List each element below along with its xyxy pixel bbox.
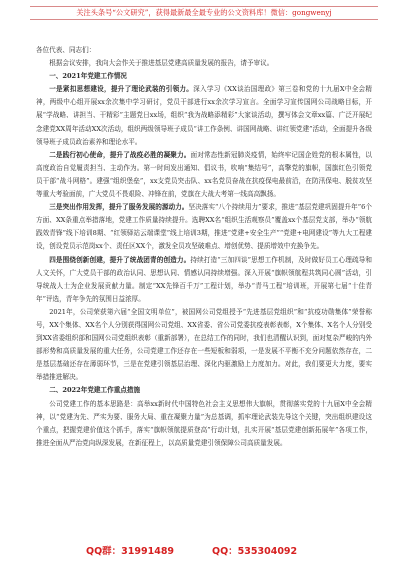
section-1-heading: 一、2021年党建工作情况 bbox=[49, 72, 127, 81]
intro-paragraph: 根据会议安排，我向大会作关于推进基层党建高质量发展的报告，请予审议。 bbox=[49, 59, 274, 68]
paragraph-3-body: 坚决落实“八个持续用力”要求，推进“基层党建巩固提升年”6个方面、XX条重点举措落地，党建工作质量持续提升。选聘XX名“组织生活观察员”覆盖xx个基层党支部，举办“领航践效青锋”线下培训8期、“红领驿站云端课堂”线上培训3期，推进“党建+安全生产”“党建+电网建设”等九大工程建设，创设党员示范岗xx个、责任区XX个，激发全员攻坚破难点、增创优势、提质增效中充换争先。 bbox=[36, 203, 372, 251]
top-banner: 关注头条号“公文研究”，获得最新最全最专业的公文资料库！微信：gongwenyj bbox=[30, 6, 378, 20]
greeting: 各位代表、同志们： bbox=[36, 46, 96, 54]
paragraph-3 bbox=[36, 201, 372, 253]
paragraph-1-body: 深入学习《XX谈治国理政》第三卷和党的十九届X中全会精神，两级中心组开展xx余次集中学习研讨，党员干部进行xx余次学习宣言。全面学习宣传国网公司战略目标，开展“学战略、讲担当、干精彩”主题党日xx场，组织“我为战略添精彩”大家谈活动，撰写体会文章xx篇、广泛开展纪念建党XX周年活动XX次活动，组织两级领导班子成员“讲工作条例、讲国网战略、讲红领党建”活动，全面提升各级领导班子成员政治素养和理论水平。 bbox=[36, 85, 372, 146]
paragraph-1 bbox=[36, 83, 372, 148]
paragraph-4-lead: 四是围绕创新创建，提升了统战团青的创造力。 bbox=[49, 255, 191, 264]
paragraph-2 bbox=[36, 149, 372, 201]
paragraph-1-lead: 一是紧扣思想建设，提升了理论武装的引领力。 bbox=[49, 85, 194, 94]
paragraph-4 bbox=[36, 254, 372, 306]
paragraph-4-body: 持续打造“三加四谈”思想工作机制，及时做好员工心理疏导和人文关怀，广大党员干部的政治认同、思想认同、情感认同持续增强。深入开展“旗帜领航程共筑同心圆”活动，引导统战人士为企业发展贡献力量。制定“XX先锋百千万”工程计划，举办“青马工程”培训班，开展第七届“十佳青年”评选，青年争先的氛围日益浓厚。 bbox=[36, 255, 373, 303]
paragraph-3-lead: 三是突出作用发挥，提升了服务发展的源动力。 bbox=[49, 203, 189, 212]
section-2-heading: 二、2022年党建工作重点措施 bbox=[49, 386, 141, 395]
paragraph-5: 2021年，公司荣获第六届“全国文明单位”，被国网公司党组授予“先进基层党组织”和“抗疫功勋集体”荣誉称号，XX个集体、XX名个人分别获得国网公司党组、XX省委、省公司党委抗疫表彰表彰，X个集体、X名个人分别受到XX省委组织部和国网公司党组织表彰（重新部署），在总结工作的同时，我们也清醒认识到，面对复杂严峻的内外部形势和高质量发展的重大任务，公司党建工作还存在一些短板和弱项，一是发展不平衡不充分问题依然存在，二是基层基础还存在薄弱环节，三是在党建引领基层治理、深化内驱激励上力度加力。对此，我们要更大力度，要实举措推进解决。 bbox=[36, 307, 372, 382]
qq-number: QQ：535304092 bbox=[212, 546, 298, 557]
paragraph-2-body: 面对常态性新冠肺炎疫情，始终牢记国企姓党的根本属性，以高度政治自觉履责担当、主动作为。第一时间发出通知、倡议书，吹响“集结号”，高擎党的旗帜，国旗红色引领党员干部“战斗网格”。建强“组织堡垒”，xx支党员突击队、xx名党员奋战在抗疫保电最前沿，在防汛保电、脱贫攻坚等重大考验面前，广大党员不畏艰险、冲锋在前，党旗在大战大考第一线高高飘扬。 bbox=[36, 150, 373, 199]
paragraph-6: 公司党建工作的基本思路是：高举xx新时代中国特色社会主义思想伟大旗帜，贯彻落实党的十九届X中全会精神，以“党建为先、严实为要、服务大局、重在凝聚力量”为总基调，抓牢理论武装先导这个关键，突出组织建设这个重点，把握党建价值这个抓手，落实“旗帜领航提质登高”行动计划，扎实开展“基层党建创新拓展年”各项工作，推进全面从严治党向纵深发展，在新征程上，以高质量党建引领保障公司高质量发展。 bbox=[36, 399, 372, 447]
document-body bbox=[36, 44, 372, 450]
qq-group-number: QQ群：31991489 bbox=[86, 546, 175, 557]
footer-contact bbox=[0, 543, 408, 559]
paragraph-2-lead: 二是践行初心使命，提升了战疫必胜的凝聚力。 bbox=[49, 150, 191, 159]
